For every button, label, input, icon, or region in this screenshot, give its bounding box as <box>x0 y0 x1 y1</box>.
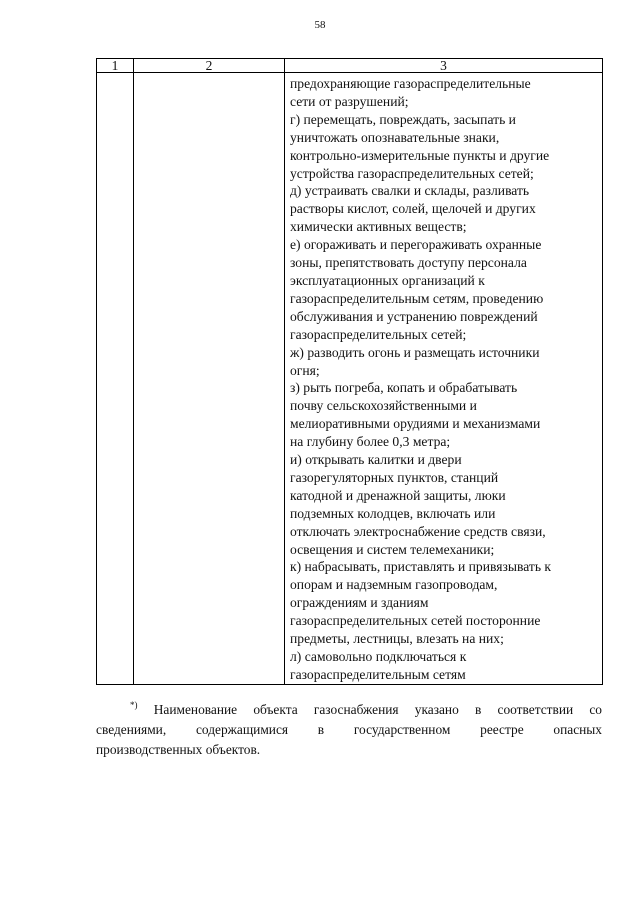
footnote-marker: *) <box>130 700 138 710</box>
text-line: предохраняющие газораспределительные <box>290 76 531 91</box>
text-line: растворы кислот, солей, щелочей и других <box>290 201 536 217</box>
text-line: предметы, лестницы, влезать на них; <box>290 631 504 647</box>
text-line: газораспределительных сетей; <box>290 326 467 342</box>
text-line: устройства газораспределительных сетей; <box>290 165 534 181</box>
requirements-table <box>96 58 603 685</box>
text-line: отключать электроснабжение средств связи, <box>290 523 546 539</box>
prohibitions-text <box>285 73 602 684</box>
footnote-line-1-text: Наименование объекта газоснабжения указано в соответствии со <box>153 702 602 717</box>
text-line: катодной и дренажной защиты, люки <box>290 487 506 503</box>
table-row <box>97 73 603 685</box>
text-line: д) устраивать свалки и склады, разливать <box>290 183 530 199</box>
text-line: е) огораживать и перегораживать охранные <box>290 237 542 253</box>
text-line: зоны, препятствовать доступу персонала <box>290 255 527 271</box>
text-line: освещения и систем телемеханики; <box>290 541 495 557</box>
text-line: на глубину более 0,3 метра; <box>290 434 451 450</box>
text-line: контрольно-измерительные пункты и другие <box>290 147 550 163</box>
text-line: газораспределительным сетям, проведению <box>290 290 544 306</box>
text-line: г) перемещать, повреждать, засыпать и <box>290 111 516 127</box>
text-line: и) открывать калитки и двери <box>290 452 462 468</box>
footnote-line-1 <box>96 695 602 720</box>
text-line: химически активных веществ; <box>290 219 467 235</box>
page-number: 58 <box>314 19 326 31</box>
table-header-row <box>97 59 603 73</box>
text-line: газорегуляторных пунктов, станций <box>290 469 499 485</box>
text-line: з) рыть погреба, копать и обрабатывать <box>290 380 518 396</box>
text-line: огня; <box>290 362 320 378</box>
text-line: почву сельскохозяйственными и <box>290 398 477 414</box>
text-line: газораспределительных сетей посторонние <box>290 613 541 629</box>
text-line: мелиоративными орудиями и механизмами <box>290 416 541 432</box>
text-line: ж) разводить огонь и размещать источники <box>290 344 540 360</box>
text-line: сети от разрушений; <box>290 93 409 109</box>
text-line: л) самовольно подключаться к <box>290 649 467 664</box>
footnote-line-2: сведениями, содержащимися в государственном реестре опасных <box>96 722 602 737</box>
text-line: опорам и надземным газопроводам, <box>290 577 498 593</box>
column-header-1: 1 <box>97 59 134 73</box>
column-3-cell <box>285 73 603 685</box>
column-header-3: 3 <box>285 59 603 73</box>
footnote-line-3: производственных объектов. <box>96 742 261 757</box>
text-line: к) набрасывать, приставлять и привязывать к <box>290 559 552 575</box>
text-line: газораспределительным сетям <box>290 666 466 682</box>
column-header-2: 2 <box>134 59 285 73</box>
text-line: ограждениям и зданиям <box>290 595 429 611</box>
column-2-cell <box>134 73 285 685</box>
text-line: эксплуатационных организаций к <box>290 272 485 288</box>
column-1-cell <box>97 73 134 685</box>
text-line: подземных колодцев, включать или <box>290 505 496 521</box>
footnote <box>96 695 602 760</box>
text-line: уничтожать опознавательные знаки, <box>290 129 500 145</box>
text-line: обслуживания и устранению повреждений <box>290 308 538 324</box>
